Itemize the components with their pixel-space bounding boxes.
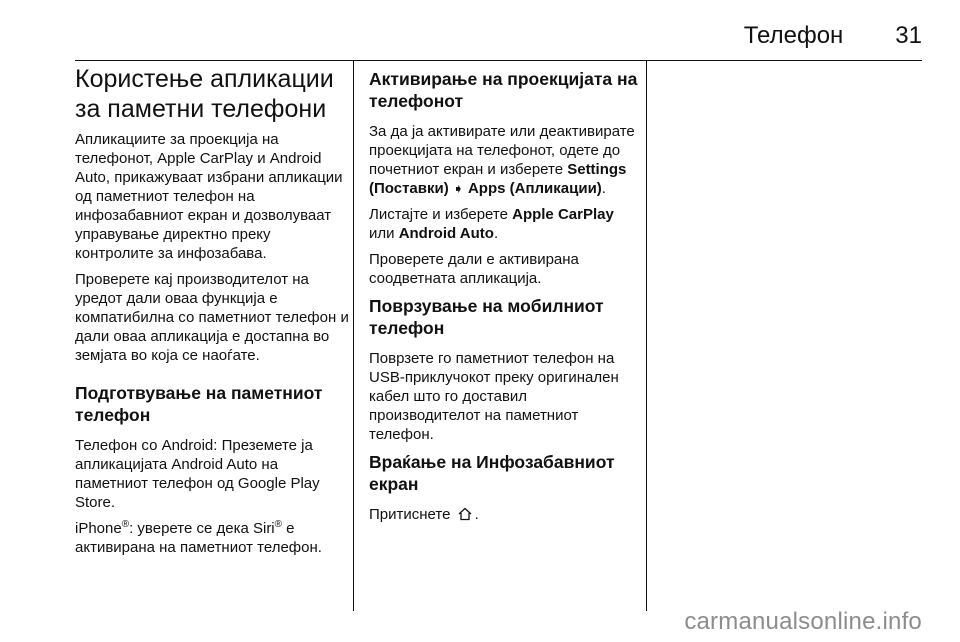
android-auto-label: Android Auto — [398, 225, 494, 242]
page-header — [744, 22, 922, 50]
header-rule — [75, 60, 922, 61]
paragraph-intro: Апликациите за проекција на телефонот, Apple CarPlay и Android Auto, прикажуваат избрани апликации од паметниот телефон на инфозабавниот екран и дозволуваат управување директно преку контролите за инфозабава. — [75, 131, 343, 262]
paragraph-press-home: Притиснете . — [369, 505, 641, 527]
section-title: Телефон — [743, 22, 844, 49]
heading-connect-phone: Поврзување на мобилниот телефон — [369, 296, 604, 338]
paragraph-select-app: Листајте и изберете Apple CarPlay или Android Auto. — [369, 206, 614, 242]
apps-label: Apps (Апликации) — [467, 180, 602, 197]
heading-prepare-phone: Подготвување на паметниот телефон — [75, 383, 323, 425]
paragraph-connect: Поврзете го паметниот телефон на USB-приклучокот преку оригинален кабел што го доставил производителот на паметниот телефон. — [369, 350, 619, 443]
paragraph-check-app: Проверете дали е активирана соодветната апликација. — [369, 251, 579, 287]
arrow-right-icon: ➧ — [452, 181, 464, 196]
heading-activate-projection: Активирање на проекцијата на телефонот — [369, 69, 638, 111]
column-divider-right — [646, 61, 647, 611]
paragraph-activate: За да ја активирате или деактивирате проекцијата на телефонот, одете до почетниот екран и изберете Settings (Поставки) ➧ Apps (Апликации). — [369, 123, 635, 197]
settings-label: Settings (Поставки) — [369, 161, 627, 197]
watermark: carmanualsonline.info — [684, 608, 922, 635]
paragraph-iphone: iPhone®: уверете се дека Siri® е активирана на паметниот телефон. — [75, 519, 322, 556]
carplay-label: Apple CarPlay — [512, 206, 614, 223]
paragraph-compatibility: Проверете кај производителот на уредот дали оваа функција е компатибилна со паметниот телефон и дали оваа апликација е достапна во земјата во која се наоѓате. — [75, 271, 349, 364]
section-heading-smartphone-apps: Користење апликации за паметни телефони — [75, 65, 334, 123]
column-right — [369, 64, 641, 534]
paragraph-android: Телефон со Android: Преземете ја апликацијата Android Auto на паметниот телефон од Google Play Store. — [75, 437, 320, 511]
heading-return-screen: Враќање на Инфозабавниот екран — [369, 452, 615, 494]
column-left — [75, 64, 349, 564]
home-icon — [457, 506, 473, 527]
column-divider-left — [353, 61, 354, 611]
page-number: 31 — [895, 22, 922, 49]
